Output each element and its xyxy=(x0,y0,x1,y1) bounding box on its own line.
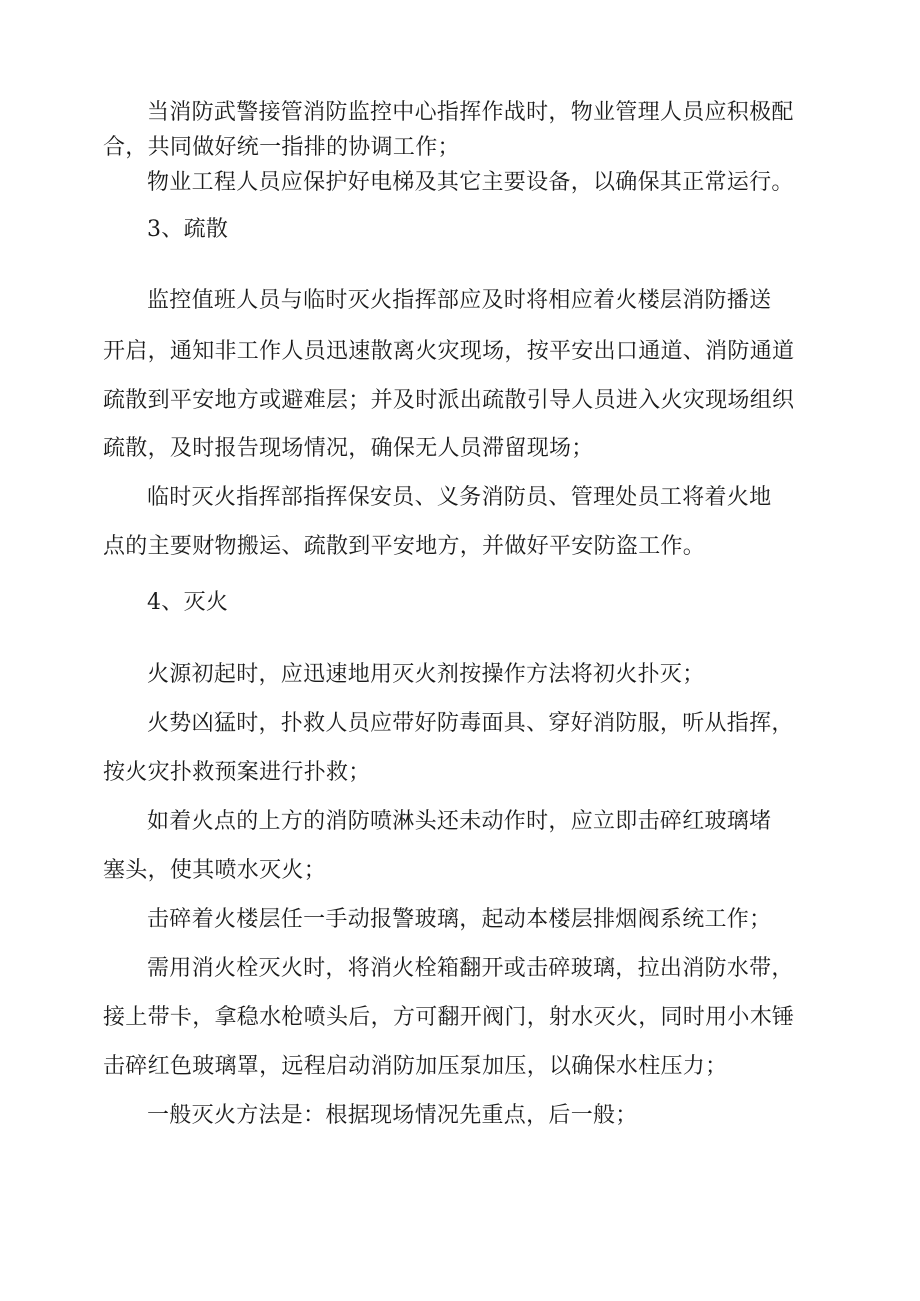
paragraph-line: 塞头，使其喷水灭火； xyxy=(103,858,327,883)
paragraph-line: 需用消火栓灭火时，将消火栓箱翻开或击碎玻璃，拉出消防水带， xyxy=(147,956,794,981)
paragraph-line: 点的主要财物搬运、疏散到平安地方，并做好平安防盗工作。 xyxy=(103,534,706,559)
section-heading-firefighting: 4、灭火 xyxy=(147,590,229,615)
paragraph-line: 按火灾扑救预案进行扑救； xyxy=(103,760,371,785)
paragraph-line: 如着火点的上方的消防喷淋头还未动作时，应立即击碎红玻璃堵 xyxy=(147,809,772,834)
paragraph-line: 一般灭火方法是：根据现场情况先重点，后一般； xyxy=(147,1103,638,1128)
paragraph-line: 火源初起时，应迅速地用灭火剂按操作方法将初火扑灭； xyxy=(147,662,705,687)
section-heading-evacuation: 3、疏散 xyxy=(147,217,229,242)
paragraph-line: 当消防武警接管消防监控中心指挥作战时，物业管理人员应积极配 xyxy=(147,100,794,125)
paragraph-line: 开启，通知非工作人员迅速散离火灾现场，按平安出口通道、消防通道 xyxy=(103,339,795,364)
paragraph-line: 临时灭火指挥部指挥保安员、义务消防员、管理处员工将着火地 xyxy=(147,485,772,510)
paragraph-line: 火势凶猛时，扑救人员应带好防毒面具、穿好消防服，听从指挥， xyxy=(147,711,794,736)
paragraph-line: 物业工程人员应保护好电梯及其它主要设备，以确保其正常运行。 xyxy=(147,170,794,195)
paragraph-line: 击碎着火楼层任一手动报警玻璃，起动本楼层排烟阀系统工作； xyxy=(147,907,772,932)
paragraph-line: 疏散到平安地方或避难层；并及时派出疏散引导人员进入火灾现场组织 xyxy=(103,388,795,413)
paragraph-line: 疏散，及时报告现场情况，确保无人员滞留现场； xyxy=(103,436,594,461)
paragraph-line: 监控值班人员与临时灭火指挥部应及时将相应着火楼层消防播送 xyxy=(147,288,772,313)
paragraph-line: 接上带卡，拿稳水枪喷头后，方可翻开阀门，射水灭火，同时用小木锤 xyxy=(103,1005,795,1030)
paragraph-line: 合，共同做好统一指排的协调工作； xyxy=(103,135,460,160)
paragraph-line: 击碎红色玻璃罩，远程启动消防加压泵加压，以确保水柱压力； xyxy=(103,1054,728,1079)
